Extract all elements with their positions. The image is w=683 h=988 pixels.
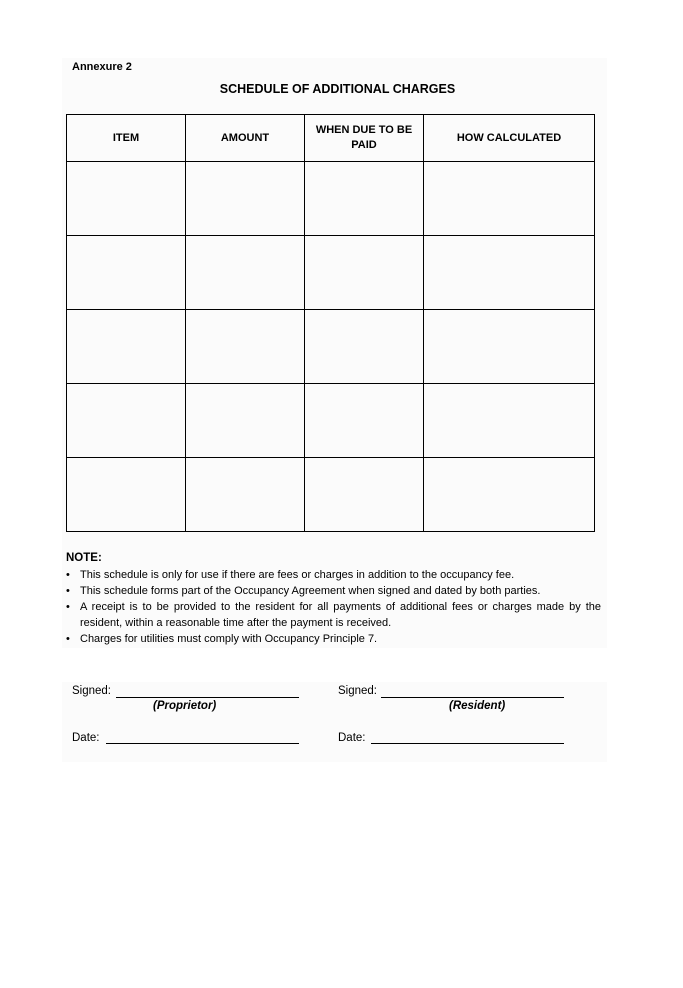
table-cell[interactable] [67, 162, 186, 236]
table-cell[interactable] [186, 310, 305, 384]
table-cell[interactable] [424, 458, 595, 532]
table-cell[interactable] [67, 310, 186, 384]
column-header-when-due: WHEN DUE TO BE PAID [305, 115, 424, 162]
table-cell[interactable] [305, 310, 424, 384]
table-row [67, 310, 595, 384]
resident-signed-label: Signed: [338, 685, 378, 697]
table-cell[interactable] [424, 236, 595, 310]
table-cell[interactable] [305, 236, 424, 310]
table-cell[interactable] [424, 162, 595, 236]
table-cell[interactable] [305, 458, 424, 532]
charges-table [66, 114, 595, 532]
table-cell[interactable] [424, 310, 595, 384]
resident-role-label: (Resident) [449, 700, 506, 712]
column-header-how-calculated: HOW CALCULATED [424, 115, 595, 162]
table-row [67, 384, 595, 458]
note-text: This schedule is only for use if there are fees or charges in addition to the occupancy fee. [80, 569, 515, 581]
bullet-icon: • [66, 569, 70, 581]
table-cell[interactable] [305, 162, 424, 236]
signature-background [62, 682, 607, 762]
proprietor-role-label: (Proprietor) [153, 700, 217, 712]
proprietor-signature-line[interactable] [116, 697, 299, 698]
annexure-label: Annexure 2 [72, 61, 132, 73]
bullet-icon: • [66, 585, 70, 597]
note-text: Charges for utilities must comply with Occupancy Principle 7. [80, 633, 378, 645]
note-text: A receipt is to be provided to the resident for all payments of additional fees or charges made by the resident, within a reasonable time after the payment is received. [80, 601, 601, 629]
table-cell[interactable] [424, 384, 595, 458]
page-title: SCHEDULE OF ADDITIONAL CHARGES [219, 82, 456, 96]
table-cell[interactable] [186, 236, 305, 310]
table-row [67, 458, 595, 532]
proprietor-signed-label: Signed: [72, 685, 112, 697]
resident-signature-line[interactable] [381, 697, 564, 698]
list-item [66, 583, 601, 599]
table-cell[interactable] [186, 162, 305, 236]
bullet-icon: • [66, 633, 70, 645]
table-cell[interactable] [186, 458, 305, 532]
list-item [66, 631, 601, 647]
table-row [67, 162, 595, 236]
table-cell[interactable] [67, 236, 186, 310]
table-row [67, 236, 595, 310]
column-header-item: ITEM [67, 115, 186, 162]
note-list [66, 567, 601, 647]
bullet-icon: • [66, 601, 70, 613]
list-item [66, 567, 601, 583]
table-cell[interactable] [67, 458, 186, 532]
column-header-amount: AMOUNT [186, 115, 305, 162]
table-header-row [67, 115, 595, 162]
table-cell[interactable] [305, 384, 424, 458]
list-item [66, 599, 601, 631]
note-text: This schedule forms part of the Occupancy Agreement when signed and dated by both parties. [80, 585, 541, 597]
resident-date-label: Date: [338, 732, 366, 744]
proprietor-date-line[interactable] [106, 743, 299, 744]
resident-date-line[interactable] [371, 743, 564, 744]
note-heading: NOTE: [66, 552, 102, 564]
table-cell[interactable] [186, 384, 305, 458]
proprietor-date-label: Date: [72, 732, 100, 744]
table-cell[interactable] [67, 384, 186, 458]
